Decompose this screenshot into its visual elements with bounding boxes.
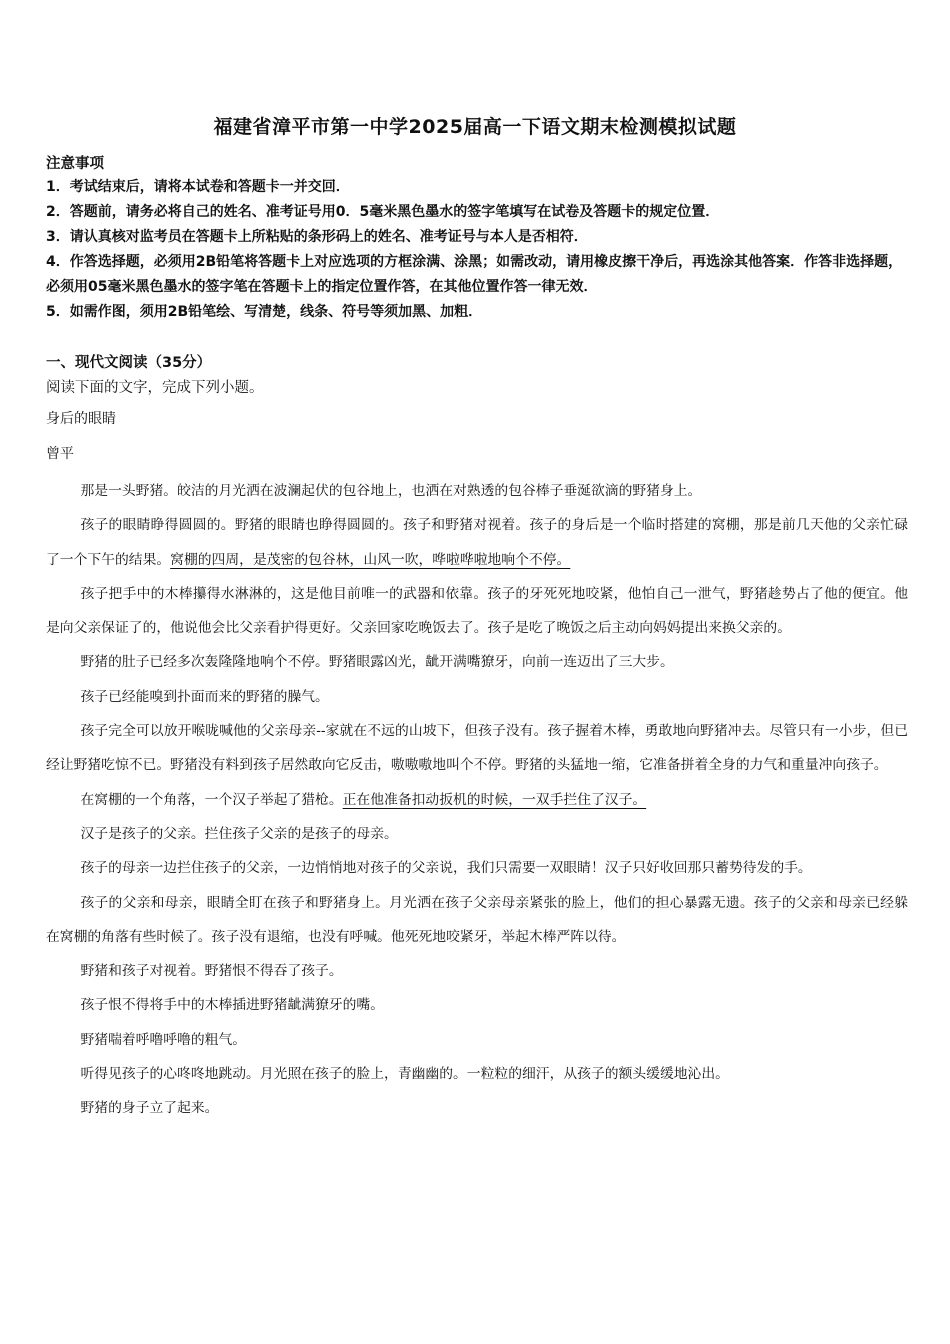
paragraph: 野猪的肚子已经多次轰隆隆地响个不停。野猪眼露凶光，龇开满嘴獠牙，向前一连迈出了三大步。	[80, 654, 674, 671]
notice-block	[46, 153, 906, 325]
notice-heading: 注意事项	[46, 156, 104, 172]
passage-author: 曾平	[46, 446, 74, 462]
notice-item: 1．考试结束后，请将本试卷和答题卡一并交回．	[46, 179, 350, 195]
underlined-sentence: 窝棚的四周，是茂密的包谷林，山风一吹，哗啦哗啦地响个不停。	[170, 551, 571, 568]
document-title: 福建省漳平市第一中学2025届高一下语文期末检测模拟试题	[213, 116, 737, 138]
passage-body	[46, 474, 908, 1126]
paragraph: 孩子完全可以放开喉咙喊他的父亲母亲--家就在不远的山坡下，但孩子没有。孩子握着木棒，勇敢地向野猪冲去。尽管只有一小步，但已经让野猪吃惊不已。野猪没有料到孩子居然敢向它反击，嗷嗷嗷地叫个不停。野猪的头猛地一缩，它准备拼着全身的力气和重量冲向孩子。	[46, 723, 908, 774]
notice-item: 3．请认真核对监考员在答题卡上所粘贴的条形码上的姓名、准考证号与本人是否相符．	[46, 229, 588, 245]
paragraph	[46, 783, 908, 817]
underlined-sentence: 正在他准备扣动扳机的时候，一双手拦住了汉子。	[342, 791, 647, 808]
paragraph-text: 孩子的眼睛睁得圆圆的。野猪的眼睛也睁得圆圆的。孩子和野猪对视着。孩子的身后是一个临时搭建的窝棚，那是前几天他的父亲忙碌了一个下午的结果。	[46, 517, 908, 568]
passage-title: 身后的眼睛	[46, 411, 116, 427]
paragraph: 野猪和孩子对视着。野猪恨不得吞了孩子。	[80, 963, 343, 980]
section-heading: 一、现代文阅读（35分）	[46, 355, 212, 371]
paragraph: 孩子的父亲和母亲，眼睛全盯在孩子和野猪身上。月光洒在孩子父亲母亲紧张的脸上，他们的担心暴露无遗。孩子的父亲和母亲已经躲在窝棚的角落有些时候了。孩子没有退缩，也没有呼喊。他死死地咬紧牙，举起木棒严阵以待。	[46, 894, 908, 945]
paragraph: 孩子的母亲一边拦住孩子的父亲，一边悄悄地对孩子的父亲说，我们只需要一双眼睛！汉子只好收回那只蓄势待发的手。	[80, 860, 812, 877]
notice-item: 5．如需作图，须用2B铅笔绘、写清楚，线条、符号等须加黑、加粗．	[46, 304, 483, 320]
paragraph: 野猪喘着呼噜呼噜的粗气。	[80, 1031, 247, 1048]
paragraph: 野猪的身子立了起来。	[80, 1100, 219, 1117]
paragraph: 汉子是孩子的父亲。拦住孩子父亲的是孩子的母亲。	[80, 825, 398, 842]
paragraph: 孩子把手中的木棒攥得水淋淋的，这是他目前唯一的武器和依靠。孩子的牙死死地咬紧，他怕自己一泄气，野猪趁势占了他的便宜。他是向父亲保证了的，他说他会比父亲看护得更好。父亲回家吃晚饭去了。孩子是吃了晚饭之后主动向妈妈提出来换父亲的。	[46, 585, 908, 637]
paragraph-text: 在窝棚的一个角落，一个汉子举起了猎枪。	[80, 791, 343, 808]
paragraph: 听得见孩子的心咚咚地跳动。月光照在孩子的脸上，青幽幽的。一粒粒的细汗，从孩子的额头缓缓地沁出。	[80, 1066, 729, 1083]
paragraph	[46, 508, 908, 577]
notice-item: 4．作答选择题，必须用2B铅笔将答题卡上对应选项的方框涂满、涂黑；如需改动，请用橡皮擦干净后，再选涂其他答案．作答非选择题，必须用05毫米黑色墨水的签字笔在答题卡上的指定位置作答，在其他位置作答一律无效．	[46, 254, 903, 295]
reading-instruction: 阅读下面的文字，完成下列小题。	[46, 380, 264, 396]
notice-item: 2．答题前，请务必将自己的姓名、准考证号用0．5毫米黑色墨水的签字笔填写在试卷及答题卡的规定位置．	[46, 204, 720, 220]
paragraph: 那是一头野猪。皎洁的月光洒在波澜起伏的包谷地上，也洒在对熟透的包谷棒子垂涎欲滴的野猪身上。	[80, 483, 702, 499]
paragraph: 孩子恨不得将手中的木棒插进野猪龇满獠牙的嘴。	[80, 997, 385, 1014]
paragraph: 孩子已经能嗅到扑面而来的野猪的臊气。	[80, 688, 329, 705]
